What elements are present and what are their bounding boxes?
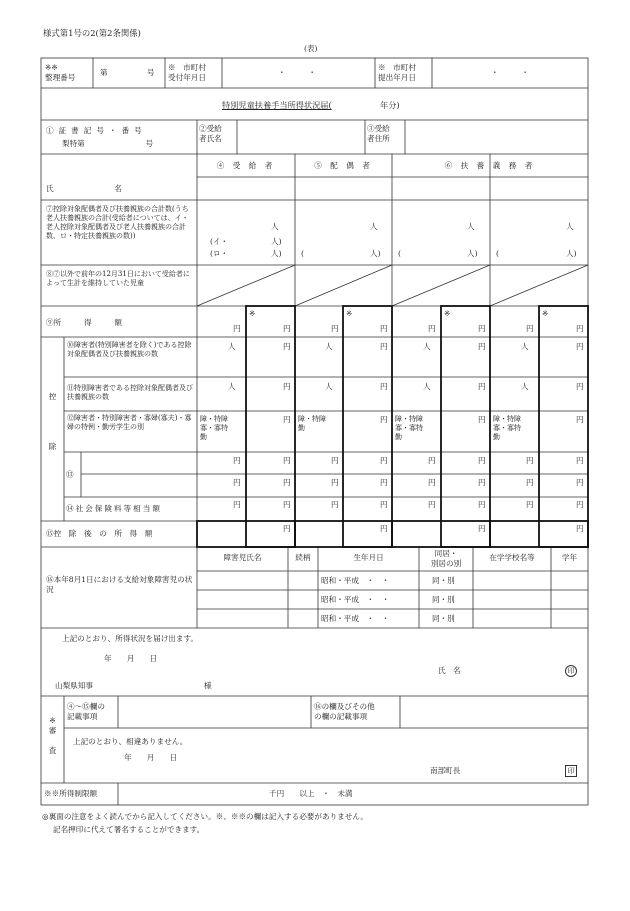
r15-c2: 円	[380, 524, 388, 533]
submitted-date-label: ※ 市町村 提出年月日	[378, 63, 416, 82]
form-title: 特別児童扶養手当所得状況届(	[222, 100, 332, 110]
r9-c7-yen: 円	[526, 324, 534, 333]
r7-c4-close: 人)	[566, 249, 577, 258]
r13b-c5: 円	[428, 478, 436, 487]
r14-c4: 円	[380, 500, 388, 509]
r12-c1: 障・特障 寡・寡特 勤	[200, 415, 228, 441]
child2-birth: 昭和・平成 ・ ・	[321, 595, 390, 604]
r12-c3: 障・特障 勤	[298, 415, 326, 432]
r11-c6: 円	[478, 382, 486, 391]
r13-label: ⑬	[66, 470, 74, 479]
cert-value: 梨特第 号	[62, 139, 154, 148]
r13b-c3: 円	[331, 478, 339, 487]
r13b-c6: 円	[478, 478, 486, 487]
r7-c2-close: 人)	[370, 249, 381, 258]
r15-label: ⑮控 除 後 の 所 得 額	[46, 529, 153, 538]
r14-c7: 円	[526, 500, 534, 509]
r13a-c5: 円	[428, 456, 436, 465]
gou-label: 号	[147, 68, 155, 77]
r13b-c4: 円	[380, 478, 388, 487]
cert-label: ①証書記号・番号	[46, 126, 147, 135]
r7-c4-unit: 人	[566, 222, 574, 231]
admin-no-label: ※※ 整理番号	[45, 63, 76, 82]
recipient-address-label: ③受給 者住所	[367, 124, 390, 143]
review-mayor: 南部町長	[430, 766, 461, 775]
r14-c1: 円	[233, 500, 241, 509]
r9-c4-mark: ※	[346, 309, 353, 318]
r13a-c3: 円	[331, 456, 339, 465]
r14-c6: 円	[478, 500, 486, 509]
deduction-label: 控 除	[48, 392, 57, 451]
dai-label: 第	[100, 68, 108, 77]
review-seal: 印	[565, 765, 577, 777]
r9-c8-yen: 円	[576, 324, 584, 333]
r9-c4-yen: 円	[380, 324, 388, 333]
income-label: ⑨所 得 額	[46, 318, 122, 327]
r7-c3-close: 人)	[467, 249, 478, 258]
r13b-c8: 円	[576, 478, 584, 487]
children-label: ⑧⑦以外で前年の12月31日において受給者によって生計を維持していた児童	[46, 270, 190, 287]
r14-label: ⑭社会保険料等相当額	[66, 504, 162, 513]
r7-c3-unit: 人	[467, 222, 475, 231]
r9-c3-yen: 円	[331, 324, 339, 333]
governor-sama: 様	[204, 681, 212, 690]
r11-c4: 円	[380, 382, 388, 391]
column-recipient: ④ 受 給 者	[216, 161, 276, 170]
child-header-grade: 学年	[561, 553, 578, 562]
r15-c4: 円	[576, 524, 584, 533]
r7-c4-open: (	[496, 249, 499, 258]
r14-c8: 円	[576, 500, 584, 509]
child-header-cohabit: 同居・ 別居の別	[430, 549, 462, 568]
r13a-c1: 円	[233, 456, 241, 465]
r11-c1: 人	[228, 382, 236, 391]
declaration-text: 上記のとおり、所得状況を届け出ます。	[62, 634, 199, 643]
r12-label: ⑫障害者・特別障害者・寡婦(寡夫)・寡婦の特例・勤労学生の別	[67, 414, 192, 431]
child3-birth: 昭和・平成 ・ ・	[321, 614, 390, 623]
r13a-c2: 円	[283, 456, 291, 465]
r7-ro-unit: 人)	[271, 249, 282, 258]
r15-c3: 円	[478, 524, 486, 533]
submitted-date-dots: ・ ・	[491, 68, 529, 77]
note-1: ◎裏面の注意をよく読んでから記入してください。※、※※の欄は記入する必要がありません。	[42, 812, 369, 821]
r12-c8: 円	[576, 415, 584, 424]
r9-c6-yen: 円	[478, 324, 486, 333]
r10-label: ⑩障害者(特別障害者を除く)である控除対象配偶者及び扶養親族の数	[67, 341, 192, 358]
r11-c2: 円	[283, 382, 291, 391]
r7-c1-unit: 人	[271, 222, 279, 231]
r13b-c2: 円	[283, 478, 291, 487]
r9-c5-yen: 円	[428, 324, 436, 333]
r13b-c7: 円	[526, 478, 534, 487]
r13a-c6: 円	[478, 456, 486, 465]
r10-c6: 円	[478, 342, 486, 351]
r9-c1-yen: 円	[233, 324, 241, 333]
r14-c2: 円	[283, 500, 291, 509]
declaration-date: 年 月 日	[104, 654, 158, 663]
r11-c3: 人	[325, 382, 333, 391]
r13a-c4: 円	[380, 456, 388, 465]
governor-label: 山梨県知事	[55, 681, 93, 690]
r10-c2: 円	[283, 342, 291, 351]
front-label: (表)	[304, 44, 318, 53]
declaration-name-label: 氏 名	[438, 666, 461, 675]
r9-c2-yen: 円	[283, 324, 291, 333]
child2-cohabit: 同・別	[432, 595, 455, 604]
name-label: 氏 名	[46, 184, 122, 193]
r14-c5: 円	[428, 500, 436, 509]
r15-c1: 円	[283, 524, 291, 533]
r13b-c1: 円	[233, 478, 241, 487]
review-label: ※ 審 査	[48, 716, 57, 755]
r13a-c7: 円	[526, 456, 534, 465]
r11-c7: 人	[521, 382, 529, 391]
r9-c2-mark: ※	[249, 309, 256, 318]
dependents-label: ⑦控除対象配偶者及び扶養親族の合計数(うち老人扶養親族の合計(受給者については、イ・老人控除対象配偶者及び老人扶養親族の合計数、ロ・特定扶養親族の数))	[46, 205, 189, 240]
r10-c8: 円	[576, 342, 584, 351]
r10-c4: 円	[380, 342, 388, 351]
r11-c5: 人	[423, 382, 431, 391]
r7-c2-unit: 人	[370, 222, 378, 231]
r7-i-label: (イ・	[210, 237, 229, 246]
review-confirm: 上記のとおり、相違ありません。	[73, 737, 188, 746]
form-code: 様式第1号の2(第2条関係)	[43, 28, 141, 38]
declaration-seal: 印	[565, 665, 577, 677]
child-header-name: 障害児氏名	[223, 553, 262, 562]
column-spouse: ⑤ 配 偶 者	[314, 161, 373, 170]
r7-ro-label: (ロ・	[210, 249, 229, 258]
review-item1: ④～⑮欄の 記載事項	[67, 702, 105, 721]
r7-c3-open: (	[398, 249, 401, 258]
r10-c5: 人	[423, 342, 431, 351]
r13a-c8: 円	[576, 456, 584, 465]
r9-c6-mark: ※	[444, 309, 451, 318]
r7-i-unit: 人)	[271, 237, 282, 246]
r12-c5: 障・特障 寡・寡特 勤	[395, 415, 423, 441]
note-2: 記名押印に代えて署名することができます。	[53, 825, 205, 834]
column-support-obligor: ⑥ 扶 養 義 務 者	[444, 161, 536, 170]
r11-c8: 円	[576, 382, 584, 391]
child-header-birthdate: 生年月日	[353, 553, 384, 562]
child-header-school: 在学学校名等	[489, 553, 535, 562]
child1-cohabit: 同・別	[432, 576, 455, 585]
review-item2: ⑯の欄及びその他 の欄の記載事項	[314, 702, 375, 721]
r12-c2: 円	[283, 415, 291, 424]
income-limit-label: ※※所得制限額	[44, 789, 98, 798]
r12-c6: 円	[478, 415, 486, 424]
r10-c7: 人	[521, 342, 529, 351]
r14-c3: 円	[331, 500, 339, 509]
r7-c2-open: (	[301, 249, 304, 258]
r11-label: ⑪特別障害者である控除対象配偶者及び扶養親族の数	[67, 384, 193, 401]
child1-birth: 昭和・平成 ・ ・	[321, 576, 390, 585]
received-date-label: ※ 市町村 受付年月日	[168, 63, 206, 82]
r12-c7: 障・特障 寡・寡特 勤	[493, 415, 521, 441]
r12-c4: 円	[380, 415, 388, 424]
r10-c3: 人	[325, 342, 333, 351]
review-date: 年 月 日	[124, 753, 178, 762]
received-date-dots: ・ ・	[278, 68, 316, 77]
form-title-year: 年分)	[380, 100, 400, 110]
recipient-name-label: ②受給 者氏名	[199, 124, 222, 143]
income-limit-value: 千円 以上 ・ 未満	[269, 789, 353, 798]
r10-c1: 人	[228, 342, 236, 351]
child-status-label: ⑯本年8月1日における支給対象障害児の状況	[46, 575, 193, 594]
r9-c8-mark: ※	[542, 309, 549, 318]
child3-cohabit: 同・別	[432, 614, 455, 623]
child-header-relation: 続柄	[295, 553, 311, 562]
